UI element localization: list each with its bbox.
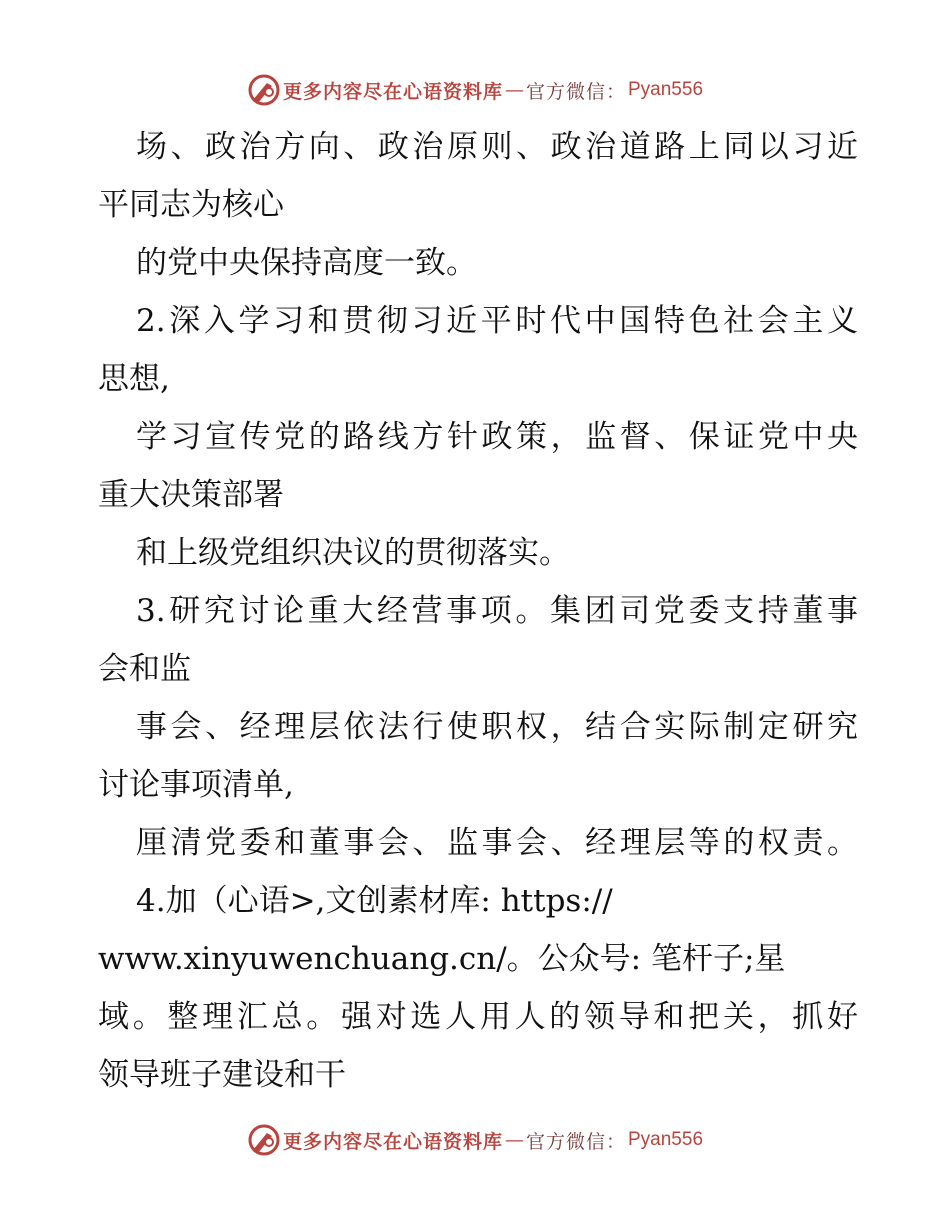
text-line: 讨论事项清单,: [98, 767, 294, 803]
pen-logo-icon: [247, 73, 281, 107]
banner-separator: —: [504, 79, 524, 101]
text-line: 平同志为核心: [98, 187, 284, 223]
header-watermark-banner: [0, 70, 950, 110]
document-body: [98, 118, 858, 1104]
text-line: 事会、经理层依法行使职权，结合实际制定研究: [136, 709, 858, 745]
banner-wechat-label: 官方微信：: [525, 80, 626, 103]
text-line: 场、政治方向、政治原则、政治道路上同以习近: [136, 129, 858, 165]
banner-wechat-id: Pyan556: [628, 1129, 704, 1150]
banner-wechat-label: 官方微信：: [525, 1130, 626, 1153]
banner-separator: —: [504, 1129, 524, 1151]
text-line: 的党中央保持高度一致。: [136, 245, 477, 281]
text-line: 2.深入学习和贯彻习近平时代中国特色社会主义: [136, 303, 858, 339]
text-line: 域。整理汇总。强对选人用人的领导和把关，抓好: [98, 999, 858, 1035]
text-line: 思想,: [98, 361, 170, 397]
footer-watermark-banner: [0, 1120, 950, 1160]
pen-logo-icon: [247, 1123, 281, 1157]
text-line: 厘清党委和董事会、监事会、经理层等的权责。: [136, 825, 858, 861]
text-line: 4.加（心语>,文创素材库: https://: [136, 883, 613, 919]
text-line: 会和监: [98, 651, 191, 687]
text-line: 和上级党组织决议的贯彻落实。: [136, 535, 570, 571]
text-line: 重大决策部署: [98, 477, 284, 513]
text-line: 领导班子建设和干: [98, 1057, 346, 1093]
banner-wechat-id: Pyan556: [628, 79, 704, 100]
banner-slogan: 更多内容尽在心语资料库: [282, 1130, 503, 1153]
text-line: www.xinyuwenchuang.cn/。公众号: 笔杆子;星: [98, 941, 786, 977]
banner-slogan: 更多内容尽在心语资料库: [282, 80, 503, 103]
text-line: 学习宣传党的路线方针政策，监督、保证党中央: [136, 419, 858, 455]
text-line: 3.研究讨论重大经营事项。集团司党委支持董事: [136, 593, 858, 629]
